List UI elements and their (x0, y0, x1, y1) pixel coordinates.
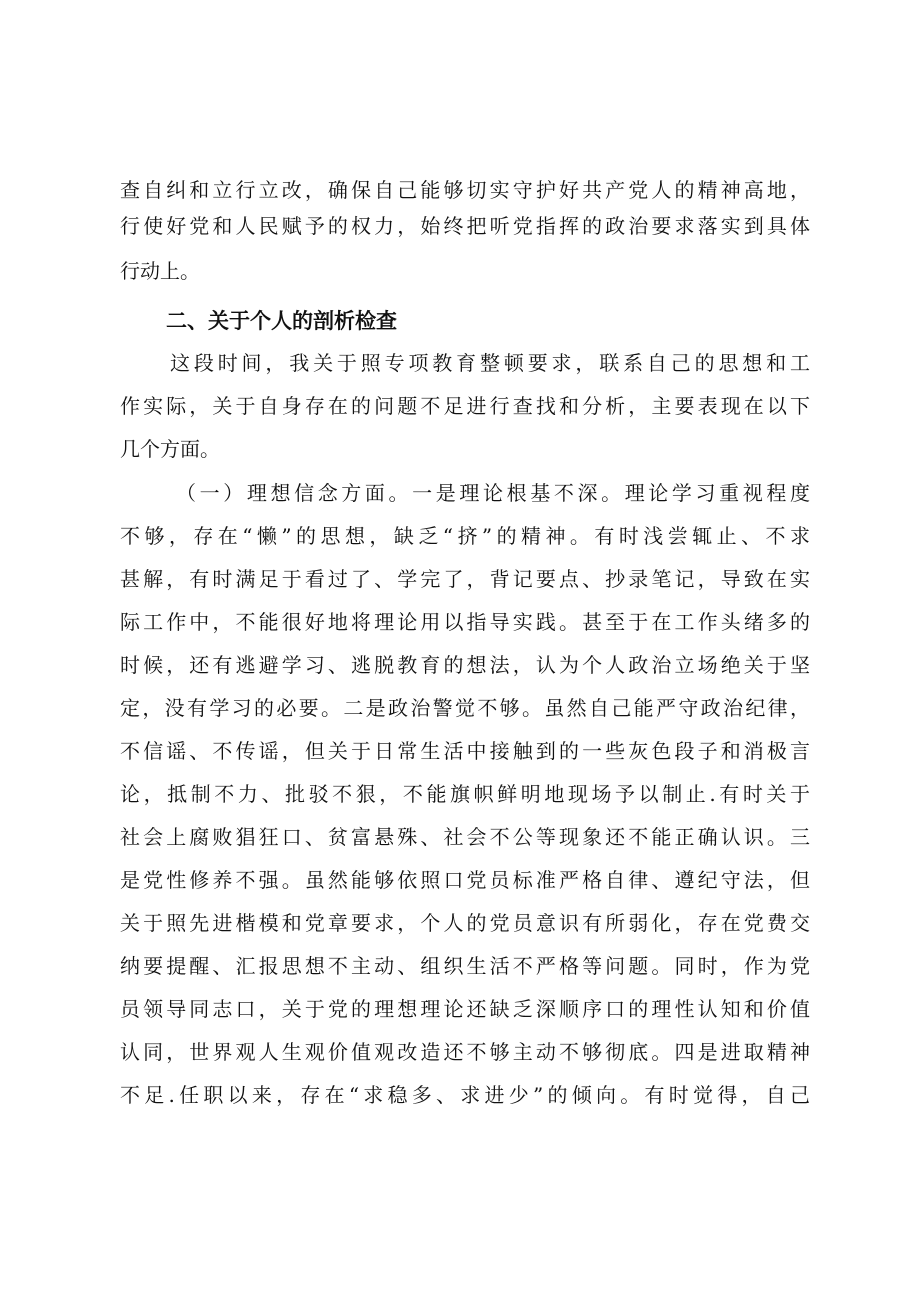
paragraph-2-line-1: 这段时间，我关于照专项教育整顿要求，联系自己的思想和工 (170, 351, 810, 375)
paragraph-2-line-3: 几个方面。 (120, 437, 220, 461)
paragraph-1-line-3: 行动上。 (120, 259, 200, 283)
paragraph-3-line-8: 论，抵制不力、批驳不狠，不能旗帜鲜明地现场予以制止.有时关于 (120, 782, 810, 806)
paragraph-3-line-6: 定，没有学习的必要。二是政治警觉不够。虽然自己能严守政治纪律， (120, 696, 810, 720)
paragraph-3-line-9: 社会上腐败猖狂口、贫富悬殊、社会不公等现象还不能正确认识。三 (120, 825, 810, 849)
paragraph-3-line-3: 甚解，有时满足于看过了、学完了，背记要点、抄录笔记，导致在实 (120, 567, 810, 591)
paragraph-3-line-12: 纳要提醒、汇报思想不主动、组织生活不严格等问题。同时，作为党 (120, 954, 810, 978)
paragraph-3-line-4: 际工作中，不能很好地将理论用以指导实践。甚至于在工作头绪多的 (120, 610, 810, 634)
paragraph-3-line-7: 不信谣、不传谣，但关于日常生活中接触到的一些灰色段子和消极言 (120, 739, 810, 763)
paragraph-3-line-5: 时候，还有逃避学习、逃脱教育的想法，认为个人政治立场绝关于坚 (120, 653, 810, 677)
paragraph-3-line-13: 员领导同志口，关于党的理想理论还缺乏深顺序口的理性认知和价值 (120, 997, 810, 1021)
paragraph-1-line-1: 查自纠和立行立改，确保自己能够切实守护好共产党人的精神高地， (120, 178, 810, 202)
paragraph-3-line-11: 关于照先进楷模和党章要求，个人的党员意识有所弱化，存在党费交 (120, 911, 810, 935)
paragraph-3-line-2: 不够，存在“懒”的思想，缺乏“挤”的精神。有时浅尝辄止、不求 (120, 524, 810, 548)
paragraph-2-line-2: 作实际，关于自身存在的问题不足进行查找和分析，主要表现在以下 (120, 394, 810, 418)
paragraph-3-line-1: （一）理想信念方面。一是理论根基不深。理论学习重视程度 (176, 481, 810, 505)
section-heading: 二、关于个人的剖析检查 (166, 309, 397, 333)
paragraph-3-line-10: 是党性修养不强。虽然能够依照口党员标准严格自律、遵纪守法，但 (120, 868, 810, 892)
paragraph-1-line-2: 行使好党和人民赋予的权力，始终把听党指挥的政治要求落实到具体 (120, 214, 810, 238)
paragraph-3-line-15: 不足.任职以来，存在“求稳多、求进少”的倾向。有时觉得，自己 (120, 1083, 810, 1107)
paragraph-3-line-14: 认同，世界观人生观价值观改造还不够主动不够彻底。四是进取精神 (120, 1040, 810, 1064)
